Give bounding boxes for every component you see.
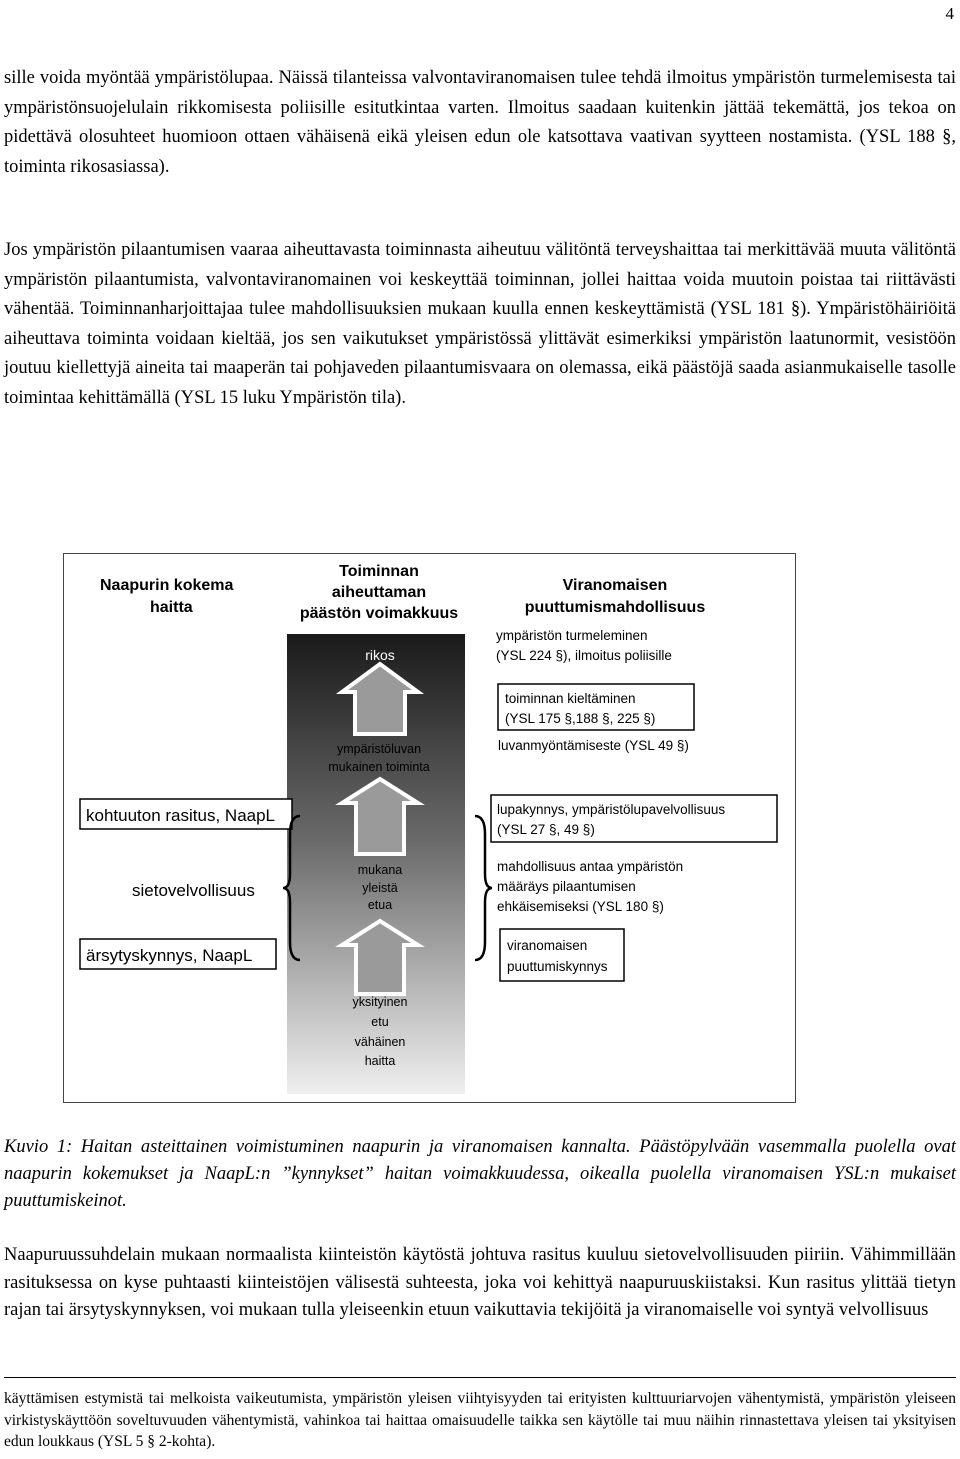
right-brace: [475, 816, 492, 960]
right-luvanmyontamiseste: luvanmyöntämiseste (YSL 49 §): [498, 738, 689, 753]
figure-caption: Kuvio 1: Haitan asteittainen voimistuminen naapurin ja viranomaisen kannalta. Päästöpylvään vasemmalla puolella ovat naapurin kokemukset ja NaapL:n ”kynnykset” haitan voimakkuudessa, oikealla puolella viranomaisen YSL:n mukaiset puuttumiskeinot.: [4, 1137, 956, 1211]
body-paragraph-3: Naapuruussuhdelain mukaan normaalista kiinteistön käytöstä johtuva rasitus kuuluu sietovelvollisuuden piiriin. Vähimmillään rasituksessa on kyse puhtaasti kiinteistöjen välisestä suhteesta, joka voi kehittyä naapuruuskiistaksi. Kun rasitus ylittää tietyn rajan tai ärsytyskynnyksen, voi mukaan tulla yleiseenkin etuun vaikuttavia tekijöitä ja viranomaiselle voi syntyä velvollisuus: [4, 1245, 956, 1320]
right-viranomaisen-2: puuttumiskynnys: [507, 959, 608, 974]
pillar-label-lupa-2: mukainen toiminta: [328, 760, 430, 774]
right-mahdollisuus-1: mahdollisuus antaa ympäristön: [497, 859, 684, 874]
right-heading-line-1: Viranomaisen: [562, 577, 668, 594]
right-viranomaisen-1: viranomaisen: [507, 938, 588, 953]
left-heading-line-1: Naapurin kokema: [100, 577, 234, 594]
pillar-label-etu: etu: [371, 1015, 389, 1029]
right-kieltaminen-2: (YSL 175 §,188 §, 225 §): [505, 711, 656, 726]
center-heading-line-2: aiheuttaman: [331, 584, 427, 601]
pillar-label-etua: etua: [367, 898, 393, 912]
right-turmeleminen-2: (YSL 224 §), ilmoitus poliisille: [496, 648, 672, 663]
right-mahdollisuus-3: ehkäisemiseksi (YSL 180 §): [497, 899, 664, 914]
left-sietovelvollisuus: sietovelvollisuus: [132, 881, 255, 900]
center-heading-line-3: päästön voimakkuus: [299, 605, 459, 622]
pillar-label-yksityinen: yksityinen: [352, 995, 408, 1009]
left-box-kohtuuton-label: kohtuuton rasitus, NaapL: [86, 806, 276, 825]
right-kieltaminen-1: toiminnan kieltäminen: [505, 691, 636, 706]
figure-harm-escalation: [63, 553, 796, 1103]
page-number: 4: [945, 4, 954, 23]
right-lupakynnys-1: lupakynnys, ympäristölupavelvollisuus: [497, 802, 726, 817]
pillar-label-mukana: mukana: [357, 863, 403, 877]
footnote-divider: [4, 1377, 956, 1378]
body-paragraph-1: sille voida myöntää ympäristölupaa. Näissä tilanteissa valvontaviranomaisen tulee tehdä ilmoitus ympäristön turmelemisesta tai ympäristönsuojelulain rikkomisesta poliisille esitutkintaa varten. Ilmoitus saadaan kuitenkin jättää tekemättä, jos tekoa on pidettävä olosuhteet huomioon ottaen vähäisenä eikä yleisen edun ole katsottava vaativan syytteen nostamista. (YSL 188 §, toiminta rikosasiassa).: [4, 68, 956, 177]
left-box-arsytys-label: ärsytyskynnys, NaapL: [86, 946, 253, 965]
center-heading-line-1: Toiminnan: [339, 563, 419, 580]
right-mahdollisuus-2: määräys pilaantumisen: [497, 879, 636, 894]
body-paragraph-2: Jos ympäristön pilaantumisen vaaraa aiheuttavasta toiminnasta aiheutuu välitöntä terveyshaittaa tai merkittävää muuta välitöntä ympäristön pilaantumista, valvontaviranomainen voi keskeyttää toiminnan, jollei haittaa voida muutoin poistaa tai riittävästi vähentää. Toiminnanharjoittajaa tulee mahdollisuuksien mukaan kuulla ennen keskeyttämistä (YSL 181 §). Ympäristöhäiriöitä aiheuttava toiminta voidaan kieltää, jos sen vaikutukset ympäristössä ylittävät esimerkiksi ympäristön laatunormit, vesistöön joutuu kiellettyjä aineita tai maaperän tai pohjaveden pilaantumisvaara on olemassa, eikä päästöjä saada asianmukaiselle tasolle toimintaa kehittämällä (YSL 15 luku Ympäristön tila).: [4, 240, 956, 408]
footnote: käyttämisen estymistä tai melkoista vaikeutumista, ympäristön yleisen viihtyisyyden tai erityisten kulttuuriarvojen vähentymistä, ympäristön yleiseen virkistyskäyttöön soveltuvuuden vähentymistä, vahinkoa tai haittaa omaisuudelle taikka sen käytölle tai muu näihin rinnastettava yleisen tai yksityisen edun loukkaus (YSL 5 § 2-kohta).: [4, 1390, 956, 1450]
pillar-label-vahainen: vähäinen: [354, 1035, 406, 1049]
pillar-label-rikos: rikos: [365, 647, 395, 663]
right-heading-line-2: puuttumismahdollisuus: [524, 599, 706, 616]
pillar-label-lupa-1: ympäristöluvan: [336, 742, 422, 756]
left-heading-line-2: haitta: [150, 599, 193, 616]
right-lupakynnys-2: (YSL 27 §, 49 §): [497, 822, 595, 837]
pillar-label-yleista: yleistä: [362, 881, 398, 895]
right-turmeleminen-1: ympäristön turmeleminen: [496, 628, 648, 643]
pillar-label-haitta: haitta: [364, 1054, 396, 1068]
